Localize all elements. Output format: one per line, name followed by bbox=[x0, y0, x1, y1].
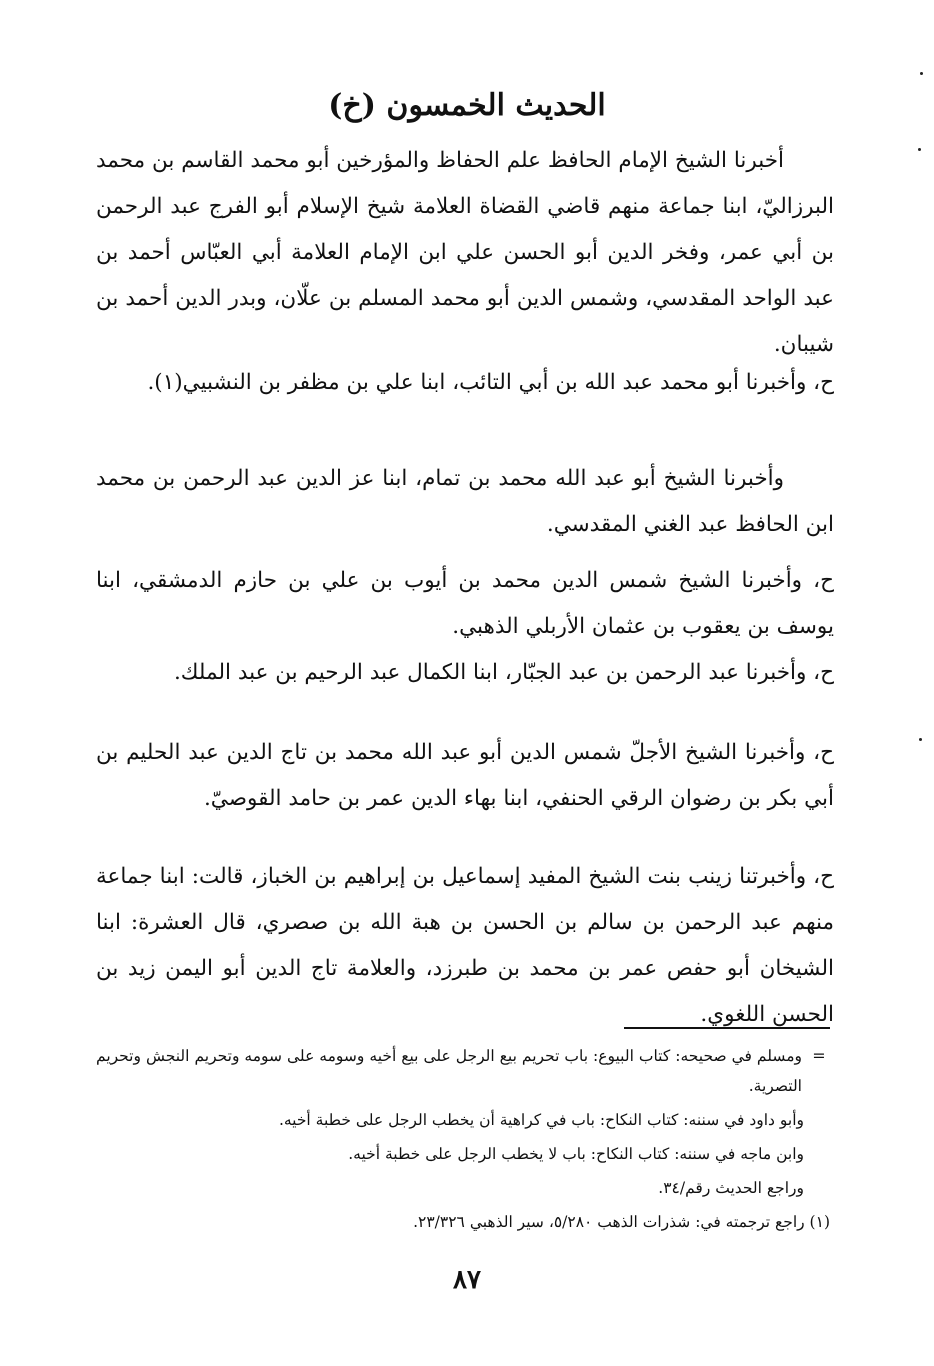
hadith-paragraph: ح، وأخبرنا عبد الرحمن بن عبد الجبّار، ابنا الكمال عبد الرحيم بن عبد الملك. bbox=[173, 660, 834, 685]
scan-mark bbox=[920, 72, 923, 75]
footnote-line: وأبو داود في سننه: كتاب النكاح: باب في كراهية أن يخطب الرجل على خطبة أخيه. bbox=[278, 1111, 804, 1129]
footnote-line: وراجع الحديث رقم/٣٤. bbox=[658, 1179, 804, 1197]
footnote-line: ومسلم في صحيحه: كتاب البيوع: باب تحريم بيع الرجل على بيع أخيه وسومه على سومه وتحريم النجش وتحريم التصرية. bbox=[96, 1047, 802, 1095]
page-number: ٨٧ bbox=[453, 1265, 481, 1295]
hadith-paragraph: ح، وأخبرنا الشيخ شمس الدين محمد بن أيوب بن علي بن حازم الدمشقي، ابنا يوسف بن يعقوب بن عثمان الأربلي الذهبي. bbox=[96, 568, 834, 639]
scan-mark bbox=[919, 738, 922, 741]
footnote-separator bbox=[624, 1027, 830, 1029]
hadith-paragraph: وأخبرنا الشيخ أبو عبد الله محمد بن تمام، ابنا عز الدين عبد الرحمن بن محمد ابن الحافظ عبد الغني المقدسي. bbox=[96, 466, 834, 537]
hadith-heading: الحديث الخمسون (خ) bbox=[328, 88, 606, 123]
hadith-paragraph: ح، وأخبرنا الشيخ الأجلّ شمس الدين أبو عبد الله محمد بن تاج الدين عبد الحليم بن أبي بكر بن رضوان الرقي الحنفي، ابنا بهاء الدين عمر بن حامد القوصيّ. bbox=[96, 740, 834, 811]
footnote-line: وابن ماجه في سننه: كتاب النكاح: باب لا يخطب الرجل على خطبة أخيه. bbox=[348, 1145, 804, 1163]
footnote-continuation-marker: = bbox=[812, 1046, 826, 1065]
hadith-paragraph: أخبرنا الشيخ الإمام الحافظ علم الحفاظ والمؤرخين أبو محمد القاسم بن محمد البرزاليّ، ابنا جماعة منهم قاضي القضاة العلامة شيخ الإسلام أبو الفرج عبد الرحمن بن أبي عمر، وفخر الدين أبو الحسن علي ابن الإمام العلامة أبي العبّاس أحمد بن عبد الواحد المقدسي، وشمس الدين أبو محمد المسلم بن علّان، وبدر الدين أحمد بن شيبان. bbox=[96, 148, 834, 357]
footnote-1: (١) راجع ترجمته في: شذرات الذهب ٥/٢٨٠، سير الذهبي ٢٣/٣٢٦. bbox=[413, 1213, 830, 1231]
hadith-paragraph: ح، وأخبرتنا زينب بنت الشيخ المفيد إسماعيل بن إبراهيم بن الخباز، قالت: ابنا جماعة منهم عبد الرحمن بن سالم بن الحسن بن هبة الله بن صصري، قال العشرة: ابنا الشيخان أبو حفص عمر بن محمد بن طبرزد، والعلامة تاج الدين أبو اليمن زيد بن الحسن اللغوي. bbox=[96, 864, 834, 1027]
scan-mark bbox=[918, 148, 921, 151]
hadith-paragraph: ح، وأخبرنا أبو محمد عبد الله بن أبي التائب، ابنا علي بن مظفر بن النشبيي(١). bbox=[147, 370, 834, 395]
